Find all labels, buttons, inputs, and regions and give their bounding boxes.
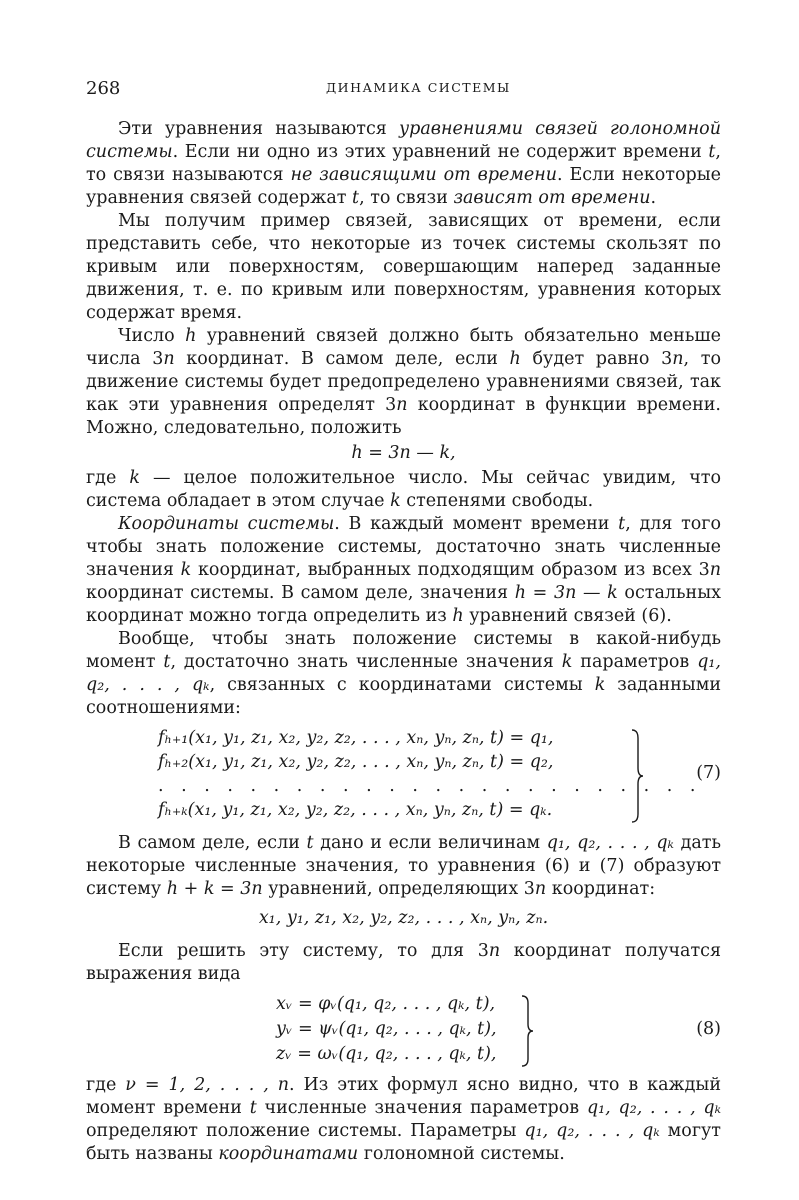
equation-h-equals-3n-minus-k: h = 3n — k,	[351, 443, 456, 463]
right-brace-icon	[630, 728, 644, 824]
paragraph-time-dependent-example: Мы получим пример связей, зависящих от времени, если представить себе, что некоторые из точек системы скользят по кривым или поверхностям, совершающим наперед заданные движения, т. е. по кривым или поверхностям, уравнения которых содержат время.	[86, 211, 721, 323]
paragraph-generalized-coordinates: где ν = 1, 2, . . . , n. Из этих формул ясно видно, что в каждый момент времени t численные значения параметров q₁, q₂, . . . , qₖ определяют положение системы. Параметры q₁, q₂, . . . , qₖ могут быть названы координатами голономной системы.	[86, 1075, 722, 1164]
equation-8-row-y: yᵥ = ψᵥ(q₁, q₂, . . . , qₖ, t),	[276, 1019, 497, 1039]
paragraph-solution-form: Если решить эту систему, то для 3n координат получатся выражения вида	[86, 941, 721, 984]
equation-7-row-1: fₕ₊₁(x₁, y₁, z₁, x₂, y₂, z₂, . . . , xₙ, yₙ, zₙ, t) = q₁,	[158, 728, 554, 748]
equation-system-8	[86, 992, 721, 1070]
page-number: 268	[86, 78, 121, 99]
paragraph-coordinates-of-system: Координаты системы. В каждый момент времени t, для того чтобы знать положение системы, достаточно знать численные значения k координат, выбранных подходящим образом из всех 3n координат системы. В самом деле, значения h = 3n — k остальных координат можно тогда определить из h уравнений связей (6).	[86, 514, 721, 626]
coordinates-list: x₁, y₁, z₁, x₂, y₂, z₂, . . . , xₙ, yₙ, zₙ.	[258, 908, 549, 928]
equation-7-row-dots: . . . . . . . . . . . . . . . . . . . . . . . .	[158, 776, 702, 796]
running-head: ДИНАМИКА СИСТЕМЫ	[326, 80, 511, 95]
paragraph-number-of-constraints: Число h уравнений связей должно быть обязательно меньше числа 3n координат. В самом деле, если h будет равно 3n, то движение системы будет предопределено уравнениями связей, так как эти уравнения определят 3n координат в функции времени. Можно, следовательно, положить	[86, 326, 721, 438]
equation-7-row-2: fₕ₊₂(x₁, y₁, z₁, x₂, y₂, z₂, . . . , xₙ, yₙ, zₙ, t) = q₂,	[158, 752, 554, 772]
paragraph-parameters: Вообще, чтобы знать положение системы в какой-нибудь момент t, достаточно знать численные значения k параметров q₁, q₂, . . . , qₖ, связанных с координатами системы k заданными соотношениями:	[86, 629, 722, 718]
page-body	[86, 118, 721, 1166]
equation-8-row-x: xᵥ = φᵥ(q₁, q₂, . . . , qₖ, t),	[276, 994, 496, 1014]
page-header	[86, 78, 721, 102]
paragraph-degrees-of-freedom: где k — целое положительное число. Мы сейчас увидим, что система обладает в этом случае k степенями свободы.	[86, 468, 721, 511]
paragraph-system-of-equations: В самом деле, если t дано и если величинам q₁, q₂, . . . , qₖ дать некоторые численные значения, то уравнения (6) и (7) образуют систему h + k = 3n уравнений, определяющих 3n координат:	[86, 833, 721, 899]
equation-label-7: (7)	[696, 763, 721, 783]
equation-system-7	[86, 726, 721, 826]
equation-8-row-z: zᵥ = ωᵥ(q₁, q₂, . . . , qₖ, t),	[276, 1044, 497, 1064]
equation-label-8: (8)	[696, 1019, 721, 1039]
paragraph-holonomic-constraints: Эти уравнения называются уравнениями связей голономной системы. Если ни одно из этих уравнений не содержит времени t, то связи называются не зависящими от времени. Если некоторые уравнения связей содержат t, то связи зависят от времени.	[86, 119, 721, 208]
right-brace-icon	[520, 994, 534, 1068]
equation-7-row-k: fₕ₊ₖ(x₁, y₁, z₁, x₂, y₂, z₂, . . . , xₙ, yₙ, zₙ, t) = qₖ.	[158, 800, 553, 820]
